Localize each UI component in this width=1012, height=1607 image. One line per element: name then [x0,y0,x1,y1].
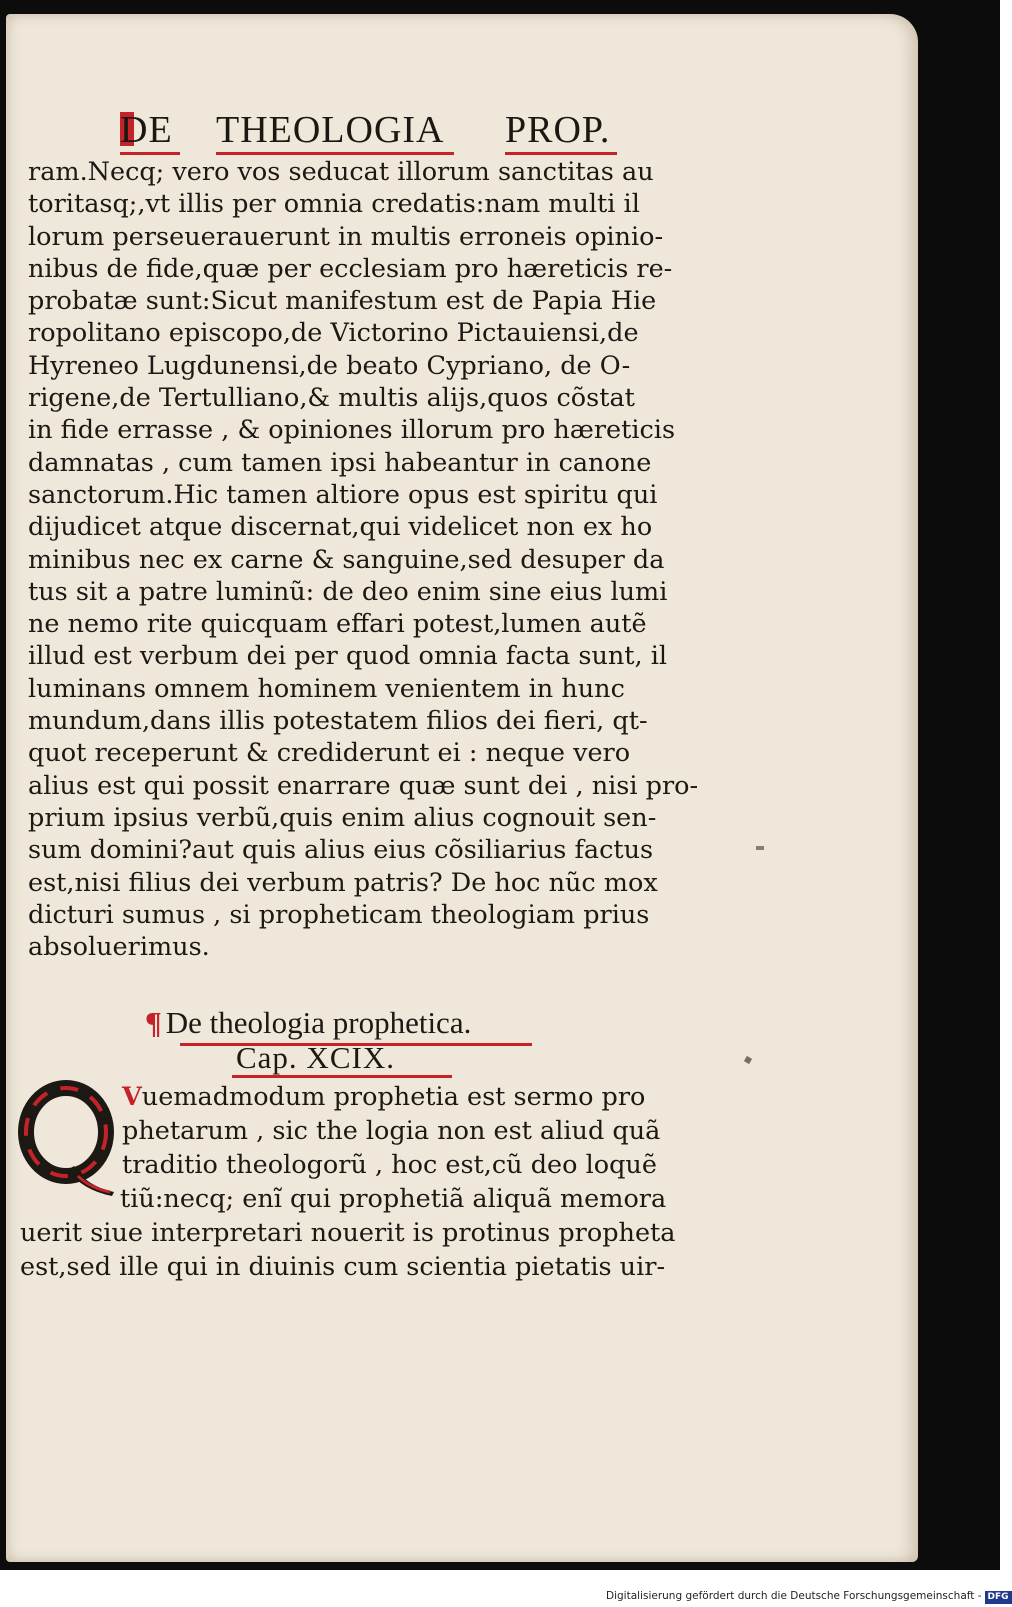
text-line: dicturi sumus , si propheticam theologiam prius [28,899,650,930]
dfg-logo: DFG [985,1591,1012,1604]
text-line: rigene,de Tertulliano,& multis alijs,quos cõstat [28,383,635,414]
section-heading [145,1005,545,1041]
text-line: ram.Necq; vero vos seducat illorum sanctitas au [28,157,654,187]
text-line: phetarum , sic the logia non est aliud quã [122,1116,661,1146]
pilcrow-icon: ¶ [145,1005,162,1040]
text-line: dijudicet atque discernat,qui videlicet non ex ho [28,512,653,543]
text-line: sanctorum.Hic tamen altiore opus est spiritu qui [28,479,658,510]
text-line: in fide errasse , & opiniones illorum pro hæreticis [28,415,676,446]
funding-credit: Digitalisierung gefördert durch die Deutsche Forschungsgemeinschaft - DFG [606,1590,996,1606]
text-line: prium ipsius verbũ,quis enim alius cognouit sen- [28,802,657,833]
text-line: tus sit a patre luminũ: de deo enim sine eius lumi [28,576,668,607]
text-line: mundum,dans illis potestatem filios dei fieri, qt- [28,706,648,737]
text-line: probatæ sunt:Sicut manifestum est de Papia Hie [28,286,657,317]
rubric-underline [232,1075,452,1078]
running-head-word-3: PROP. [505,109,611,151]
text-line: est,nisi filius dei verbum patris? De hoc nũc mox [28,867,658,898]
text-line: nibus de fide,quæ per ecclesiam pro hæreticis re- [28,253,673,284]
text-line: minibus nec ex carne & sanguine,sed desuper da [28,544,665,575]
running-head [120,108,640,156]
text-line: lorum perseuerauerunt in multis erroneis opinio- [28,221,664,252]
text-line: toritasq;,vt illis per omnia credatis:nam multi il [28,189,640,220]
text-line: illud est verbum dei per quod omnia facta sunt, il [28,641,668,672]
section-title: De theologia prophetica. [165,1005,472,1040]
body-text [28,156,718,963]
running-head-word-1: DE [120,109,173,151]
text-line: quot receperunt & crediderunt ei : neque vero [28,738,631,769]
text-line: ropolitano episcopo,de Victorino Pictauiensi,de [28,318,639,349]
text-line: sum domini?aut quis alius eius cõsiliarius factus [28,835,654,866]
chapter-number: Cap. XCIX. [236,1040,395,1075]
text-line: absoluerimus. [28,932,210,963]
text-line: est,sed ille qui in diuinis cum scientia pietatis uir- [20,1252,666,1282]
text-line: uerit siue interpretari nouerit is protinus propheta [20,1218,676,1248]
text-line: damnatas , cum tamen ipsi habeantur in canone [28,447,652,478]
rubric-underline [120,152,180,155]
paper-blemish [756,846,764,850]
text-line: alius est qui possit enarrare quæ sunt dei , nisi pro- [28,770,699,801]
text-line: ne nemo rite quicquam effari potest,lumen autẽ [28,609,647,640]
rubric-underline [505,152,617,155]
running-head-word-2: THEOLOGIA [216,109,445,151]
text-line: luminans omnem hominem venientem in hunc [28,673,625,704]
chapter-text [20,1080,720,1284]
text-line: traditio theologorũ , hoc est,cũ deo loquẽ [122,1150,657,1180]
text-line: Hyreneo Lugdunensi,de beato Cypriano, de O- [28,350,631,381]
rubric-underline [216,152,454,155]
text-line: tiũ:necq; enĩ qui prophetiã aliquã memora [120,1184,667,1214]
rubric-initial: V [122,1082,142,1112]
text-line: Vuemadmodum prophetia est sermo pro [122,1082,646,1112]
